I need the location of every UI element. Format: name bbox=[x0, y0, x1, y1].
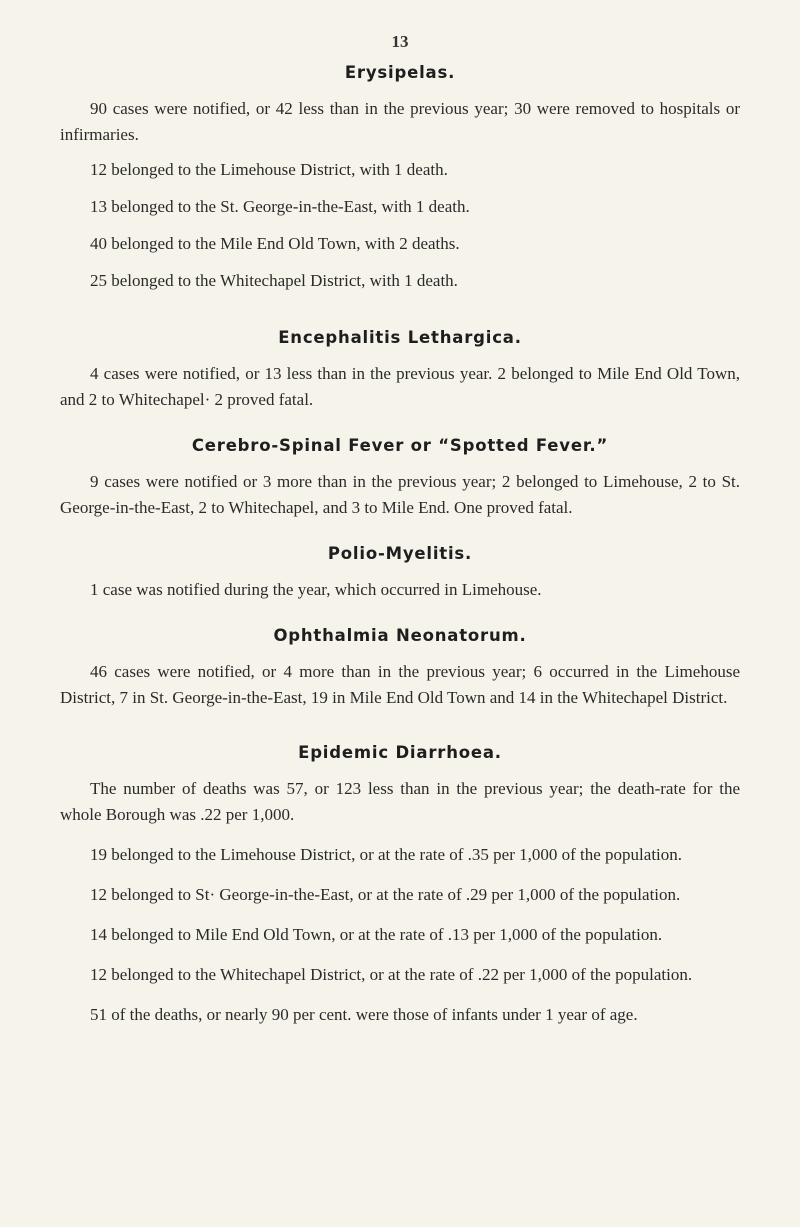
section-encephalitis bbox=[60, 327, 740, 413]
section-heading-polio: Polio-Myelitis. bbox=[327, 544, 473, 563]
section-diarrhoea bbox=[60, 742, 740, 1028]
section-erysipelas bbox=[60, 62, 740, 294]
erysipelas-item: 25 belonged to the Whitechapel District, with 1 death. bbox=[90, 271, 458, 290]
section-heading-erysipelas: Erysipelas. bbox=[344, 63, 456, 82]
section-cerebro-spinal bbox=[60, 435, 740, 521]
encephalitis-text: 4 cases were notified, or 13 less than in the previous year. 2 belonged to Mile End Old Town, and 2 to Whitechapel· 2 proved fatal. bbox=[60, 364, 740, 409]
diarrhoea-item: 12 belonged to St· George-in-the-East, or at the rate of .29 per 1,000 of the population. bbox=[90, 885, 681, 904]
section-heading-diarrhoea: Epidemic Diarrhoea. bbox=[298, 743, 502, 762]
section-polio bbox=[60, 543, 740, 603]
erysipelas-intro: 90 cases were notified, or 42 less than in the previous year; 30 were removed to hospitals or infirmaries. bbox=[60, 99, 740, 144]
diarrhoea-closing: 51 of the deaths, or nearly 90 per cent. were those of infants under 1 year of age. bbox=[90, 1005, 638, 1024]
diarrhoea-item: 19 belonged to the Limehouse District, or at the rate of .35 per 1,000 of the population. bbox=[90, 845, 683, 864]
page-number: 13 bbox=[391, 32, 409, 51]
section-heading-cerebro-spinal: Cerebro-Spinal Fever or “Spotted Fever.” bbox=[191, 436, 609, 455]
erysipelas-item: 13 belonged to the St. George-in-the-East, with 1 death. bbox=[90, 197, 470, 216]
ophthalmia-text: 46 cases were notified, or 4 more than in the previous year; 6 occurred in the Limehouse District, 7 in St. George-in-the-East, 19 in Mile End Old Town and 14 in the Whitechapel District. bbox=[60, 662, 740, 707]
diarrhoea-item: 12 belonged to the Whitechapel District, or at the rate of .22 per 1,000 of the population. bbox=[90, 965, 693, 984]
polio-text: 1 case was notified during the year, which occurred in Limehouse. bbox=[90, 580, 542, 599]
erysipelas-item: 12 belonged to the Limehouse District, with 1 death. bbox=[90, 160, 448, 179]
section-heading-encephalitis: Encephalitis Lethargica. bbox=[278, 328, 522, 347]
diarrhoea-intro: The number of deaths was 57, or 123 less than in the previous year; the death-rate for the whole Borough was .22 per 1,000. bbox=[60, 779, 740, 824]
page-content bbox=[60, 62, 740, 1028]
cerebro-spinal-text: 9 cases were notified or 3 more than in the previous year; 2 belonged to Limehouse, 2 to St. George-in-the-East, 2 to Whitechapel, and 3 to Mile End. One proved fatal. bbox=[60, 472, 740, 517]
erysipelas-item: 40 belonged to the Mile End Old Town, with 2 deaths. bbox=[90, 234, 460, 253]
section-heading-ophthalmia: Ophthalmia Neonatorum. bbox=[273, 626, 527, 645]
section-ophthalmia bbox=[60, 625, 740, 711]
diarrhoea-item: 14 belonged to Mile End Old Town, or at the rate of .13 per 1,000 of the population. bbox=[90, 925, 663, 944]
